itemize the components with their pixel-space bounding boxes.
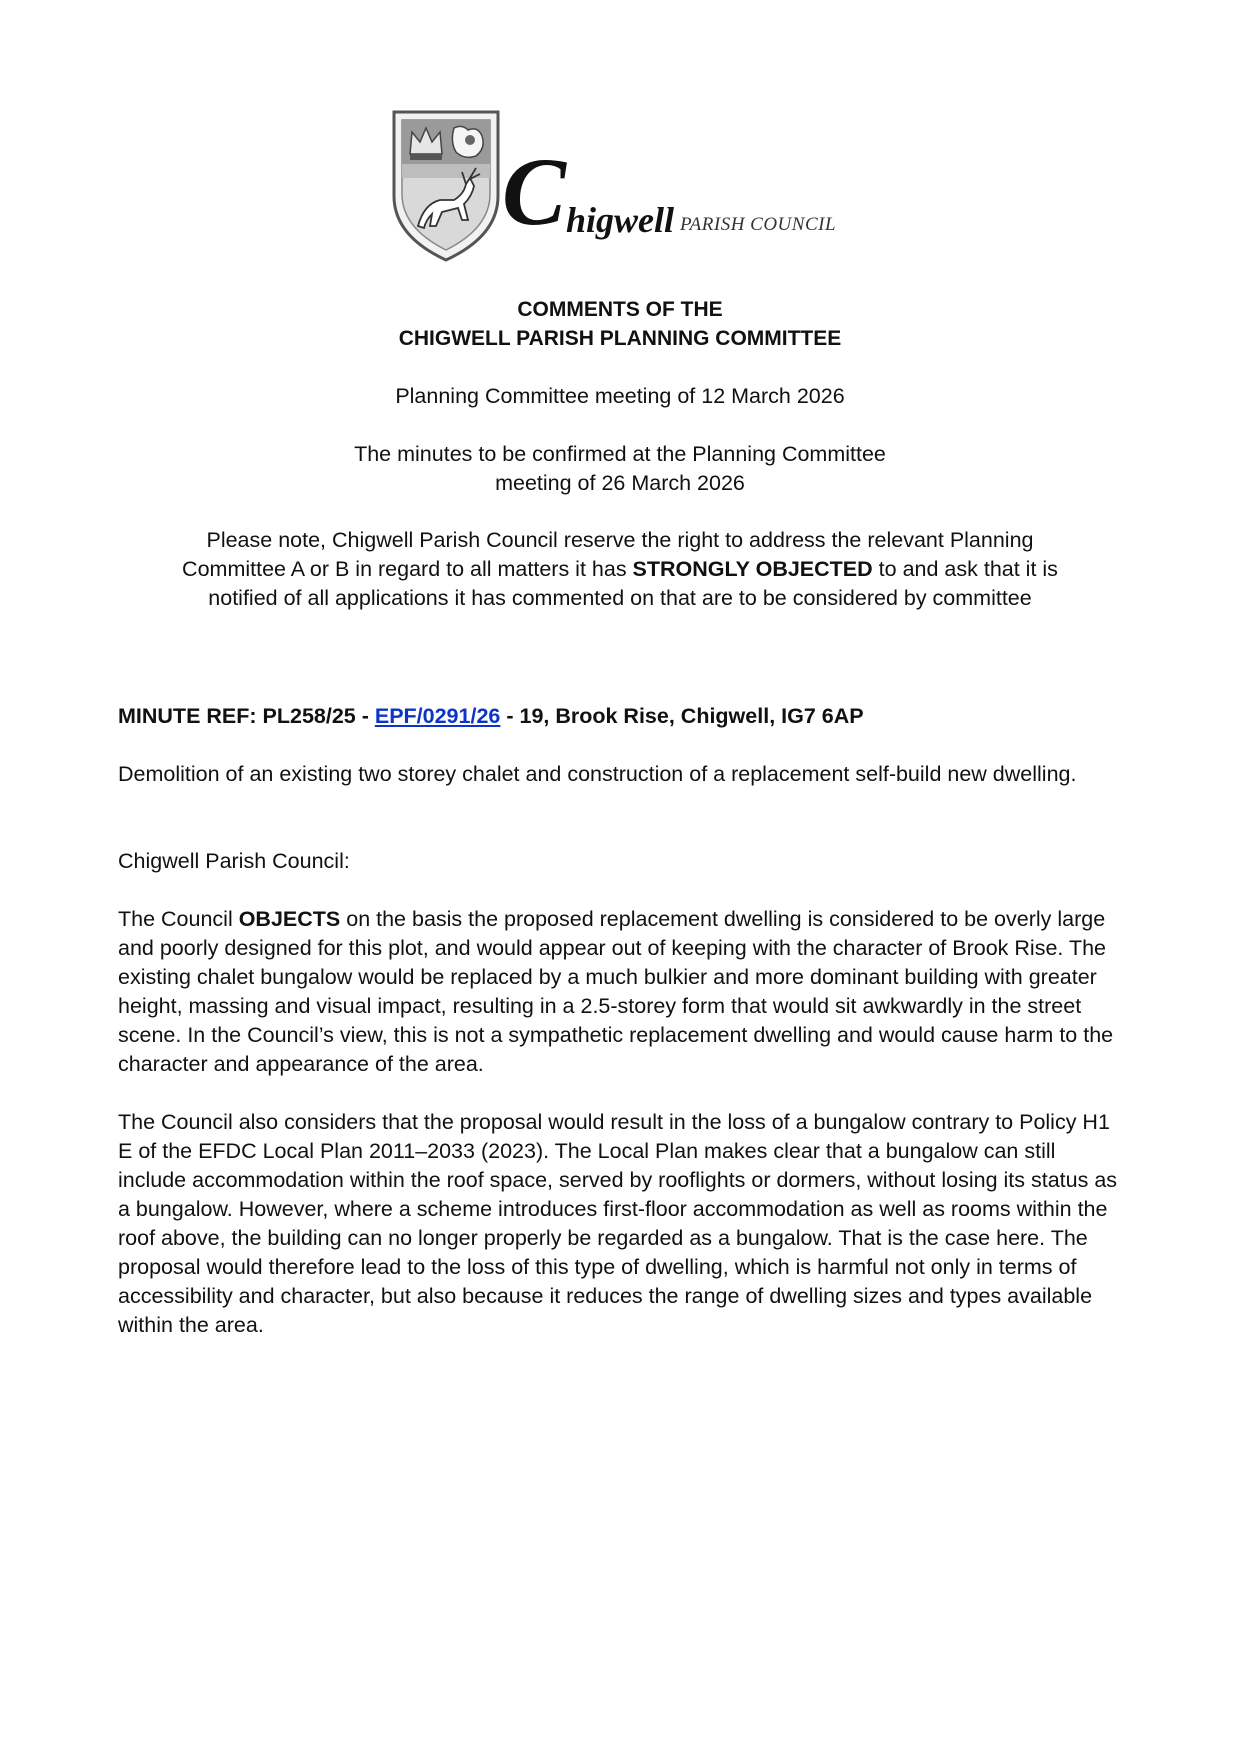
committee-note <box>160 526 1080 613</box>
application-link[interactable]: EPF/0291/26 <box>374 704 501 728</box>
minute-ref-prefix: MINUTE REF: PL258/25 - <box>118 704 375 728</box>
logo-initial: C <box>502 138 567 245</box>
objection-paragraph-1 <box>118 905 1128 1079</box>
minutes-confirmation <box>150 440 1090 498</box>
minutes-line-2: meeting of 26 March 2026 <box>495 471 745 495</box>
note-emphasis: STRONGLY OBJECTED <box>632 557 873 581</box>
document-heading <box>150 295 1090 353</box>
heading-line-2: CHIGWELL PARISH PLANNING COMMITTEE <box>398 327 842 350</box>
note-text-before: Please note, Chigwell Parish Council reserve the right to address the relevant Planning Committee A or B in regard to all matters it has <box>182 528 1034 581</box>
minutes-line-1: The minutes to be confirmed at the Planning Committee <box>354 442 886 466</box>
logo-subtitle: PARISH COUNCIL <box>680 214 837 235</box>
parish-crest-icon <box>390 108 502 263</box>
minute-reference <box>118 702 1128 731</box>
para1-before: The Council <box>118 907 239 931</box>
council-label: Chigwell Parish Council: <box>118 849 350 873</box>
objection-paragraph-2: The Council also considers that the proposal would result in the loss of a bungalow contrary to Policy H1 E of the EFDC Local Plan 2011–2033 (2023). The Local Plan makes clear that a bungalow can still include accommodation within the roof space, served by rooflights or dormers, without losing its status as a bungalow. However, where a scheme introduces first-floor accommodation as well as rooms within the roof above, the building can no longer properly be regarded as a bungalow. That is the case here. The proposal would therefore lead to the loss of this type of dwelling, which is harmful not only in terms of accessibility and character, but also because it reduces the range of dwelling sizes and types available within the area. <box>118 1110 1118 1337</box>
para1-after: on the basis the proposed replacement dwelling is considered to be overly large and poorly designed for this plot, and would appear out of keeping with the character of Brook Rise. The existing chalet bungalow would be replaced by a much bulkier and more dominant building with greater height, massing and visual impact, resulting in a 2.5-storey form that would sit awkwardly in the street scene. In the Council’s view, this is not a sympathetic replacement dwelling and would cause harm to the character and appearance of the area. <box>118 907 1114 1076</box>
meeting-date: Planning Committee meeting of 12 March 2026 <box>395 384 845 408</box>
letterhead <box>390 108 870 263</box>
application-description: Demolition of an existing two storey chalet and construction of a replacement self-build new dwelling. <box>118 762 1077 786</box>
heading-line-1: COMMENTS OF THE <box>517 298 723 321</box>
logo-name: higwell <box>566 200 675 240</box>
para1-emphasis: OBJECTS <box>238 907 341 931</box>
minute-ref-address: - 19, Brook Rise, Chigwell, IG7 6AP <box>500 704 864 728</box>
note-text-after: to and ask that it is notified of all applications it has commented on that are to be considered by committee <box>208 557 1058 610</box>
